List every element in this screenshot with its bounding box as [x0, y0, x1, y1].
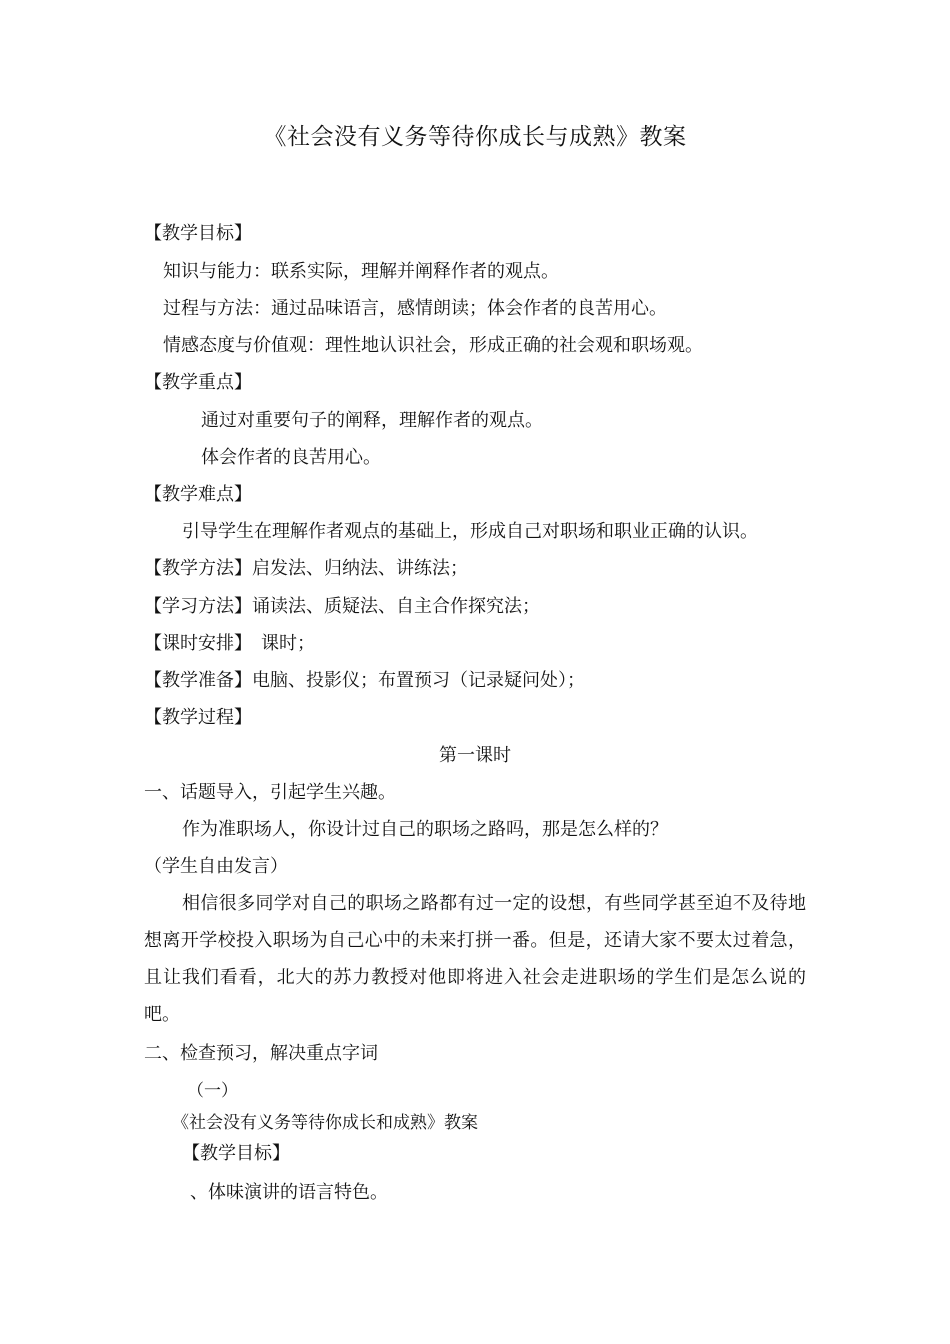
class-hours: 【课时安排】 课时； [144, 633, 315, 654]
subsection-goal-heading: 【教学目标】 [182, 1143, 290, 1164]
key-line-1: 通过对重要句子的阐释，理解作者的观点。 [201, 410, 543, 431]
free-speech-note: （学生自由发言） [144, 856, 288, 877]
study-method: 【学习方法】诵读法、质疑法、自主合作探究法； [144, 596, 540, 617]
goal-line-2: 过程与方法：通过品味语言，感情朗读；体会作者的良苦用心。 [163, 298, 667, 319]
subsection-title: 《社会没有义务等待你成长和成熟》教案 [172, 1113, 478, 1133]
section-1-heading: 一、话题导入，引起学生兴趣。 [144, 782, 396, 803]
lesson-title: 第一课时 [439, 745, 511, 766]
key-line-2: 体会作者的良苦用心。 [201, 447, 381, 468]
key-heading: 【教学重点】 [144, 372, 252, 393]
teaching-prep: 【教学准备】电脑、投影仪；布置预习（记录疑问处）； [144, 670, 585, 691]
page-title: 《社会没有义务等待你成长与成熟》教案 [263, 124, 687, 150]
intro-paragraph: 相信很多同学对自己的职场之路都有过一定的设想，有些同学甚至迫不及待地想离开学校投入职场为自己心中的未来打拼一番。但是，还请大家不要太过着急，且让我们看看，北大的苏力教授对他即将进入社会走进职场的学生们是怎么说的吧。 [144, 893, 806, 1025]
teaching-method: 【教学方法】启发法、归纳法、讲练法； [144, 558, 468, 579]
goal-line-3: 情感态度与价值观：理性地认识社会，形成正确的社会观和职场观。 [163, 335, 703, 356]
goal-line-1: 知识与能力：联系实际，理解并阐释作者的观点。 [163, 261, 559, 282]
section-2-heading: 二、检查预习，解决重点字词 [144, 1043, 378, 1064]
subsection-1-label: （一） [187, 1081, 238, 1101]
difficulty-line-1: 引导学生在理解作者观点的基础上，形成自己对职场和职业正确的认识。 [182, 521, 758, 542]
question-line: 作为准职场人，你设计过自己的职场之路吗，那是怎么样的？ [182, 819, 668, 840]
goal-heading: 【教学目标】 [144, 223, 252, 244]
subsection-goal-line-1: 、体味演讲的语言特色。 [190, 1182, 388, 1203]
process-heading: 【教学过程】 [144, 707, 252, 728]
difficulty-heading: 【教学难点】 [144, 484, 252, 505]
